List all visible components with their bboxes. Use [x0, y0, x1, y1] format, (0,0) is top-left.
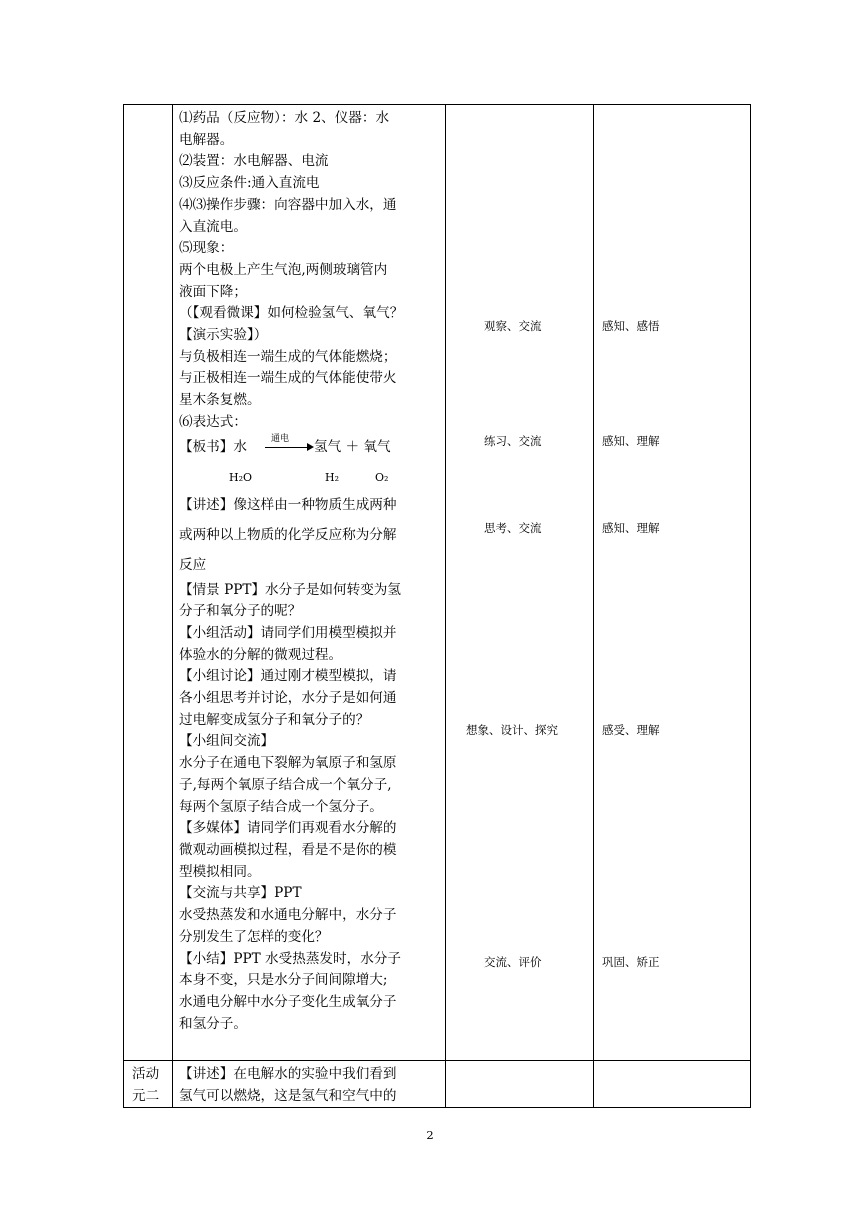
- student-activity-cell: [446, 1061, 594, 1108]
- formula-hydrogen: H₂: [325, 470, 340, 484]
- formula-water: H₂O: [229, 470, 253, 484]
- content-line: 氢气可以燃烧，这是氢气和空气中的: [179, 1087, 397, 1104]
- content-line: ⑵装置：水电解器、电流: [179, 153, 329, 170]
- student-activity-text: 交流、评价: [484, 955, 542, 969]
- reaction-arrow-icon: [265, 447, 311, 448]
- content-line: 分子和氧分子的呢？: [179, 603, 302, 620]
- activity-label: 活动: [132, 1066, 160, 1082]
- content-line: 液面下降；: [179, 283, 247, 300]
- content-line: 【小结】PPT 水受热蒸发时，水分子: [179, 950, 401, 967]
- activity-label: 元二: [132, 1087, 160, 1104]
- content-line: 【小组活动】请同学们用模型模拟并: [179, 624, 397, 641]
- content-line: 星木条复燃。: [179, 392, 261, 409]
- formula-oxygen: O₂: [375, 470, 389, 484]
- content-line: 本身不变，只是水分子间间隙增大;: [179, 972, 388, 989]
- content-line: 微观动画模拟过程，看是不是你的模: [179, 841, 397, 858]
- content-line: 水分子在通电下裂解为氧原子和氢原: [179, 755, 397, 772]
- content-line: 【小组间交流】: [179, 733, 275, 750]
- content-line: 体验水的分解的微观过程。: [179, 646, 343, 663]
- content-line: ⑷⑶操作步骤：向容器中加入水，通: [179, 196, 397, 213]
- content-line: 【小组讨论】通过刚才模型模拟，请: [179, 668, 397, 685]
- content-line: ⑴药品（反应物）：水 2、仪器：水: [179, 110, 390, 126]
- content-line: 过电解变成氢分子和氧分子的？: [179, 711, 370, 728]
- content-line: ⑸现象：: [179, 240, 234, 257]
- content-line: 【讲述】像这样由一种物质生成两种: [179, 496, 397, 513]
- arrowhead-icon: [307, 443, 314, 451]
- student-activity-text: 思考、交流: [484, 521, 542, 535]
- content-line: ⑶反应条件:通入直流电: [179, 175, 320, 192]
- reaction-equation: [179, 434, 441, 490]
- equation-label: 【板书】水: [179, 438, 247, 455]
- content-line: 分别发生了怎样的变化？: [179, 928, 329, 945]
- content-line: 反应: [179, 556, 207, 573]
- content-line: 入直流电。: [179, 218, 247, 235]
- student-activity-text: 练习、交流: [484, 434, 542, 448]
- content-line: 每两个氢原子结合成一个氢分子。: [179, 798, 383, 815]
- design-intent-text: 感知、理解: [602, 521, 660, 535]
- equation-products: 氢气 ＋ 氧气: [314, 438, 391, 455]
- content-line: 各小组思考并讨论，水分子是如何通: [179, 690, 397, 707]
- content-line: 水受热蒸发和水通电分解中，水分子: [179, 907, 397, 924]
- student-activity-cell: [446, 105, 594, 1061]
- page-number: 2: [426, 1128, 434, 1142]
- student-activity-text: 想象、设计、探究: [466, 723, 558, 737]
- content-line: 电解器。: [179, 131, 234, 148]
- content-line: ⑹表达式：: [179, 413, 247, 430]
- activity-label-cell: [124, 105, 173, 1061]
- table-row: [124, 105, 751, 1061]
- content-line: 或两种以上物质的化学反应称为分解: [179, 526, 397, 543]
- content-line: 两个电极上产生气泡,两侧玻璃管内: [179, 261, 388, 278]
- teaching-content-cell: [173, 105, 446, 1061]
- content-line: 与负极相连一端生成的气体能燃烧；: [179, 348, 397, 365]
- teaching-content-cell: [173, 1061, 446, 1108]
- content-line: 子,每两个氧原子结合成一个氧分子,: [179, 776, 392, 793]
- table-row: [124, 1061, 751, 1108]
- design-intent-cell: [594, 105, 751, 1061]
- content-line: （【观看微课】如何检验氢气、氧气？: [179, 305, 404, 322]
- design-intent-text: 感知、理解: [602, 434, 660, 448]
- content-line: 【演示实验】）: [179, 327, 268, 344]
- design-intent-text: 巩固、矫正: [602, 955, 660, 969]
- content-line: 【情景 PPT】水分子是如何转变为氢: [179, 581, 401, 598]
- content-line: 与正极相连一端生成的气体能使带火: [179, 370, 397, 387]
- content-line: 【讲述】在电解水的实验中我们看到: [179, 1066, 397, 1082]
- student-activity-text: 观察、交流: [484, 319, 542, 333]
- content-line: 【多媒体】请同学们再观看水分解的: [179, 820, 397, 837]
- design-intent-text: 感知、感悟: [602, 319, 660, 333]
- design-intent-cell: [594, 1061, 751, 1108]
- reaction-condition: 通电: [271, 433, 290, 444]
- content-line: 和氢分子。: [179, 1015, 247, 1032]
- activity-label-cell: [124, 1061, 173, 1108]
- content-line: 【交流与共享】PPT: [179, 885, 302, 902]
- design-intent-text: 感受、理解: [602, 723, 660, 737]
- content-line: 型模拟相同。: [179, 863, 261, 880]
- content-line: 水通电分解中水分子变化生成氧分子: [179, 993, 397, 1010]
- lesson-table: [123, 104, 751, 1108]
